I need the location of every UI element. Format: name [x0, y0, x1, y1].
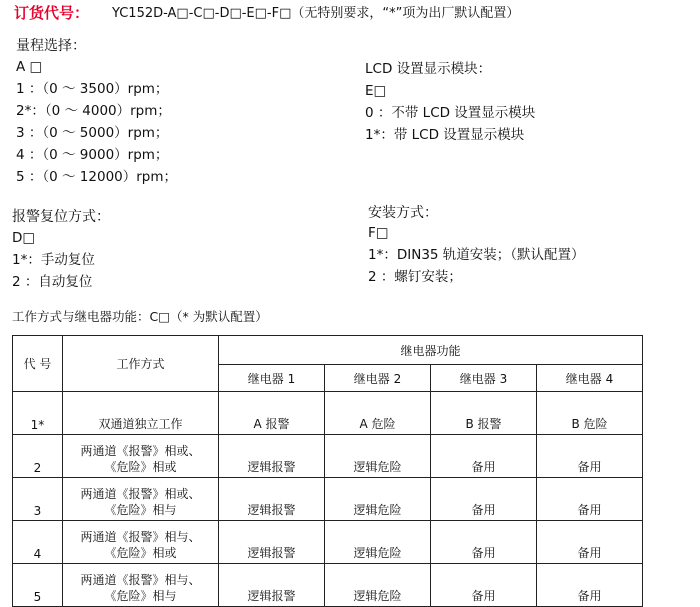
order-code-label: 订货代号： — [14, 4, 90, 22]
header-code: 代 号 — [13, 336, 63, 392]
row-mode — [63, 564, 219, 607]
row-code: 5 — [13, 564, 63, 607]
mode-line-1: 两通道《报警》相或、 — [80, 444, 201, 458]
mode-line-1: 两通道《报警》相或、 — [80, 487, 201, 501]
header-relay-3: 继电器 3 — [431, 365, 537, 392]
range-option: 3 ：（0 ～ 5000）rpm； — [16, 125, 169, 141]
range-heading: 量程选择： — [16, 38, 86, 54]
mode-line-1: 两通道《报警》相与、 — [80, 573, 201, 587]
mode-line-1: 两通道《报警》相与、 — [80, 530, 201, 544]
row-relay-3: 备用 — [431, 478, 537, 521]
header-relay-1: 继电器 1 — [219, 365, 325, 392]
header-relay-group: 继电器功能 — [219, 336, 643, 365]
relay-function-table — [12, 335, 643, 607]
header-mode: 工作方式 — [63, 336, 219, 392]
install-option: 1*：DIN35 轨道安装；（默认配置） — [368, 247, 585, 263]
row-code: 4 — [13, 521, 63, 564]
mode-line-2: 《危险》相与 — [104, 503, 177, 517]
row-relay-2: 逻辑危险 — [325, 564, 431, 607]
reset-heading: 报警复位方式： — [12, 209, 110, 225]
row-relay-3: B 报警 — [431, 392, 537, 435]
row-code: 3 — [13, 478, 63, 521]
reset-option: 1*：手动复位 — [12, 252, 95, 268]
row-code: 2 — [13, 435, 63, 478]
row-mode — [63, 392, 219, 435]
header-relay-2: 继电器 2 — [325, 365, 431, 392]
range-code: A □ — [16, 59, 43, 75]
row-relay-2: A 危险 — [325, 392, 431, 435]
row-relay-3: 备用 — [431, 521, 537, 564]
row-mode — [63, 478, 219, 521]
range-option: 4 ：（0 ～ 9000）rpm； — [16, 147, 169, 163]
install-option: 2 ：螺钉安装； — [368, 269, 462, 285]
range-option: 5 ：（0 ～ 12000）rpm； — [16, 169, 178, 185]
row-relay-1: 逻辑报警 — [219, 564, 325, 607]
row-mode — [63, 521, 219, 564]
row-relay-4: 备用 — [537, 478, 643, 521]
row-relay-2: 逻辑危险 — [325, 521, 431, 564]
row-relay-1: A 报警 — [219, 392, 325, 435]
lcd-code: E□ — [365, 83, 387, 99]
lcd-option: 0 ：不带 LCD 设置显示模块 — [365, 105, 536, 121]
mode-line-2: 《危险》相或 — [104, 460, 177, 474]
row-relay-1: 逻辑报警 — [219, 478, 325, 521]
row-relay-3: 备用 — [431, 564, 537, 607]
row-code: 1* — [13, 392, 63, 435]
mode-line-1: 双通道独立工作 — [98, 417, 183, 431]
row-relay-4: 备用 — [537, 521, 643, 564]
row-relay-3: 备用 — [431, 435, 537, 478]
row-relay-2: 逻辑危险 — [325, 478, 431, 521]
mode-line-2: 《危险》相或 — [104, 546, 177, 560]
mode-line-2: 《危险》相与 — [104, 589, 177, 603]
lcd-option: 1*：带 LCD 设置显示模块 — [365, 127, 525, 143]
row-relay-4: 备用 — [537, 435, 643, 478]
install-code: F□ — [368, 225, 389, 241]
reset-option: 2 ：自动复位 — [12, 274, 93, 290]
row-mode — [63, 435, 219, 478]
row-relay-4: B 危险 — [537, 392, 643, 435]
order-code: YC152D-A□-C□-D□-E□-F□（无特别要求，“*”项为出厂默认配置） — [112, 6, 520, 21]
table-row — [13, 435, 643, 478]
row-relay-1: 逻辑报警 — [219, 435, 325, 478]
install-heading: 安装方式： — [368, 205, 438, 221]
table-row — [13, 564, 643, 607]
row-relay-2: 逻辑危险 — [325, 435, 431, 478]
row-relay-1: 逻辑报警 — [219, 521, 325, 564]
mode-heading: 工作方式与继电器功能：C□（* 为默认配置） — [12, 309, 268, 324]
header-relay-4: 继电器 4 — [537, 365, 643, 392]
lcd-heading: LCD 设置显示模块： — [365, 61, 492, 77]
range-option: 2*：（0 ～ 4000）rpm； — [16, 103, 171, 119]
table-row — [13, 521, 643, 564]
reset-code: D□ — [12, 230, 36, 246]
row-relay-4: 备用 — [537, 564, 643, 607]
table-row — [13, 478, 643, 521]
range-option: 1 ：（0 ～ 3500）rpm； — [16, 81, 169, 97]
table-row — [13, 392, 643, 435]
